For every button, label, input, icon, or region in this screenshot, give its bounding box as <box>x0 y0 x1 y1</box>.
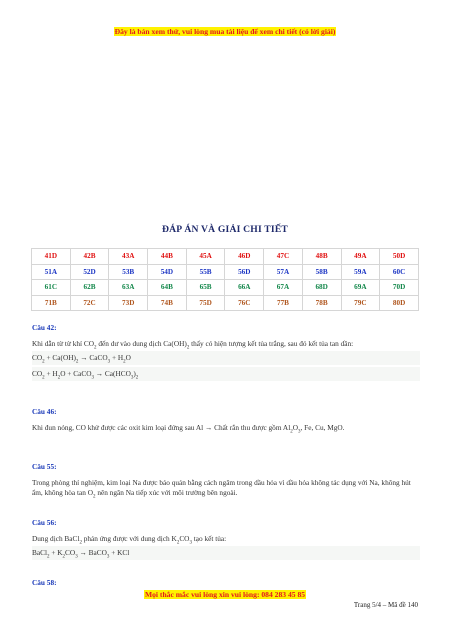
answer-cell: 53B <box>109 264 148 280</box>
answer-cell: 57A <box>264 264 303 280</box>
footer-contact <box>0 590 450 599</box>
question-42 <box>32 323 420 381</box>
answer-cell: 58B <box>302 264 341 280</box>
answer-cell: 54D <box>148 264 187 280</box>
answer-cell: 78B <box>302 295 341 311</box>
answer-cell: 56D <box>225 264 264 280</box>
question-55-text: Trong phòng thí nghiệm, kim loại Na được bảo quản bằng cách ngâm trong dầu hỏa vì dầu hỏa không tác dụng với Na, không hút ẩm, không hòa $\tan O_2$ nên ngăn Na tiếp xúc với môi trường bên ngoài. <box>32 478 411 500</box>
answer-cell: 69A <box>341 280 380 296</box>
answer-cell: 76C <box>225 295 264 311</box>
answer-row <box>32 264 419 280</box>
answer-table <box>31 248 419 311</box>
question-46 <box>32 407 420 433</box>
answer-cell: 71B <box>32 295 71 311</box>
answer-cell: 63A <box>109 280 148 296</box>
question-42-equation-2: $CO_2 + H_2O$ + CaCO$_3$ → $Ca(HCO_3)_2$ <box>32 367 420 381</box>
question-46-text: Khi đun nóng, CO khử được các oxit kim loại đứng sau Al → Chất rắn thu được gồm $Al_2O_3$, Fe, Cu, MgO. <box>32 423 345 435</box>
answer-cell: 65B <box>186 280 225 296</box>
answer-cell: 64B <box>148 280 187 296</box>
answer-cell: 74B <box>148 295 187 311</box>
answer-row <box>32 280 419 296</box>
answer-cell: 75D <box>186 295 225 311</box>
answer-cell: 51A <box>32 264 71 280</box>
answer-cell: 61C <box>32 280 71 296</box>
answer-cell: 55B <box>186 264 225 280</box>
answer-cell: 52D <box>70 264 109 280</box>
answer-cell: 66A <box>225 280 264 296</box>
answer-row <box>32 295 419 311</box>
answer-cell: 77B <box>264 295 303 311</box>
answer-cell: 47C <box>264 249 303 265</box>
answer-cell: 60C <box>380 264 419 280</box>
answer-row <box>32 249 419 265</box>
section-title: ĐÁP ÁN VÀ GIẢI CHI TIẾT <box>161 224 289 235</box>
question-42-heading: Câu 42: <box>32 323 57 332</box>
answer-cell: 79C <box>341 295 380 311</box>
answer-cell: 49A <box>341 249 380 265</box>
answer-cell: 42B <box>70 249 109 265</box>
answer-cell: 48B <box>302 249 341 265</box>
question-58-heading: Câu 58: <box>32 578 57 587</box>
preview-banner <box>0 27 450 36</box>
question-56 <box>32 518 420 560</box>
question-46-heading: Câu 46: <box>32 407 57 416</box>
answer-cell: 41D <box>32 249 71 265</box>
answer-cell: 72C <box>70 295 109 311</box>
answer-cell: 80D <box>380 295 419 311</box>
answer-cell: 62B <box>70 280 109 296</box>
footer-contact-text: Mọi thắc mắc vui lòng xin vui lòng: 084 283 45 85 <box>144 590 306 599</box>
answer-cell: 67A <box>264 280 303 296</box>
question-55-heading: Câu 55: <box>32 462 57 471</box>
answer-cell: 44B <box>148 249 187 265</box>
answer-cell: 73D <box>109 295 148 311</box>
answer-cell: 43A <box>109 249 148 265</box>
answer-cell: 45A <box>186 249 225 265</box>
answer-cell: 46D <box>225 249 264 265</box>
question-55 <box>32 462 420 498</box>
answer-cell: 50D <box>380 249 419 265</box>
preview-banner-text: Đây là bản xem thử, vui lòng mua tài liệu để xem chi tiết (có lời giải) <box>114 27 336 36</box>
answer-cell: 70D <box>380 280 419 296</box>
question-56-text: Dung dịch BaCl$_2$ phản ứng được với dung dịch $K_2CO_3$ tạo kết tủa: <box>32 534 227 546</box>
question-56-equation-1: BaCl$_2$ + $K_2CO_3$ → BaCO$_3$ + KCl <box>32 546 420 560</box>
answer-cell: 59A <box>341 264 380 280</box>
page-number: Trang 5/4 – Mã đề 140 <box>353 601 418 609</box>
question-56-heading: Câu 56: <box>32 518 57 527</box>
question-42-equation-1: $CO_2 + Ca(OH)_2$ → CaCO$_3$ + $H_2O$ <box>32 351 420 365</box>
answer-cell: 68D <box>302 280 341 296</box>
question-42-text: Khi dẫn từ từ khí $CO_2$ đến dư vào dung dịch $Ca(OH)_2$ thấy có hiện tượng kết tủa trắng, sau đó kết tủa tan dần: <box>32 339 354 351</box>
